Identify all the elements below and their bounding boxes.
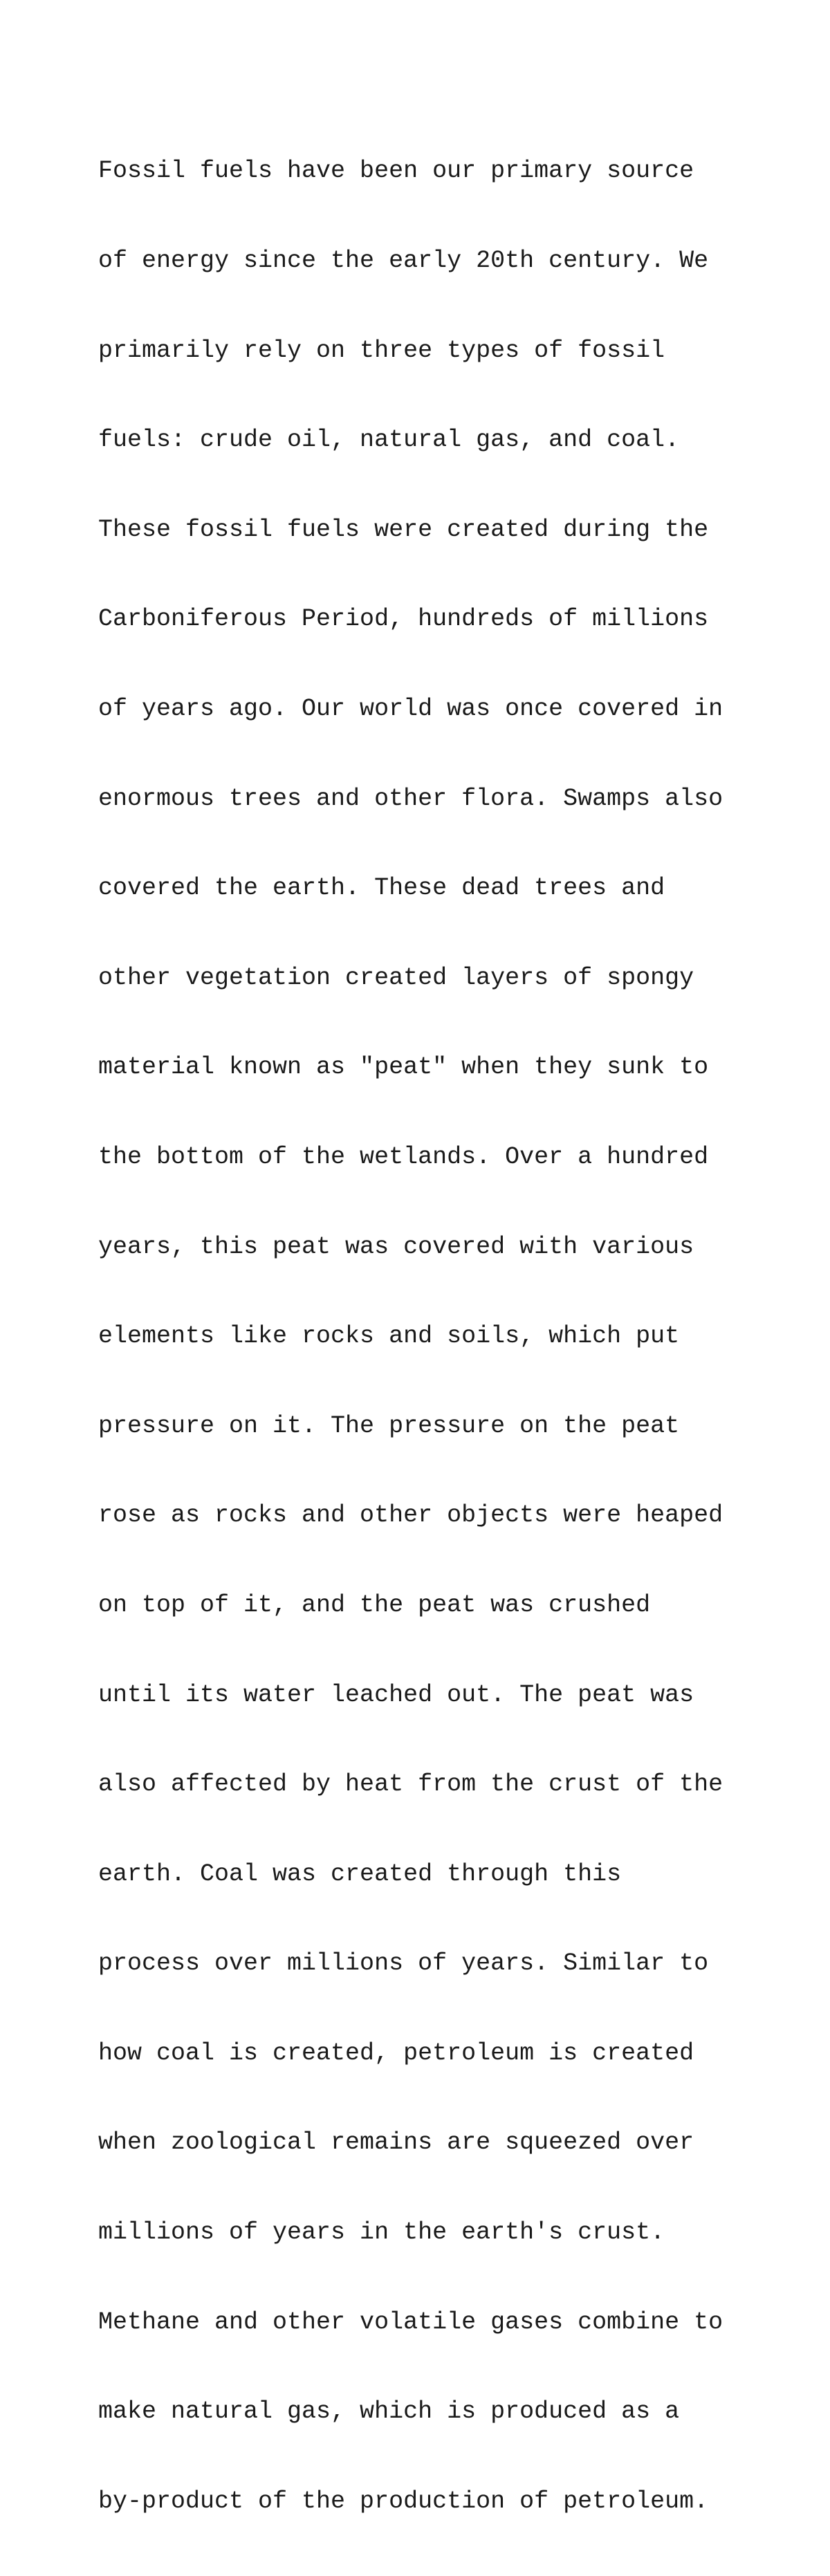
paragraph-line: pressure on it. The pressure on the peat [98, 1411, 680, 1440]
paragraph-line: by-product of the production of petroleum. [98, 2487, 709, 2515]
paragraph-line: These fossil fuels were created during the [98, 515, 709, 544]
paragraph-line: also affected by heat from the crust of the [98, 1770, 723, 1799]
paragraph-line: earth. Coal was created through this [98, 1860, 622, 1888]
paragraph-line: the bottom of the wetlands. Over a hundred [98, 1142, 709, 1171]
paragraph-line: make natural gas, which is produced as a [98, 2398, 680, 2426]
paragraph-line: Carboniferous Period, hundreds of millions [98, 605, 709, 633]
paragraph-line: primarily rely on three types of fossil [98, 336, 665, 364]
paragraph-line: of energy since the early 20th century. We [98, 247, 709, 275]
paragraph-line: covered the earth. These dead trees and [98, 874, 665, 902]
paragraph-line: on top of it, and the peat was crushed [98, 1591, 651, 1619]
paragraph-line: enormous trees and other flora. Swamps also [98, 784, 723, 813]
paragraph-line: years, this peat was covered with various [98, 1232, 694, 1261]
paragraph-line: millions of years in the earth's crust. [98, 2218, 665, 2247]
paragraph-line: how coal is created, petroleum is created [98, 2039, 694, 2067]
paragraph-line: process over millions of years. Similar to [98, 1949, 709, 1978]
paragraph-line: Fossil fuels have been our primary source [98, 157, 694, 185]
paragraph-line: until its water leached out. The peat was [98, 1680, 694, 1709]
paragraph-line: fuels: crude oil, natural gas, and coal. [98, 426, 680, 454]
body-paragraph [98, 97, 790, 2576]
paragraph-line: rose as rocks and other objects were heaped [98, 1501, 723, 1530]
paragraph-line: when zoological remains are squeezed over [98, 2129, 694, 2157]
paragraph-line: Methane and other volatile gases combine to [98, 2308, 723, 2336]
paragraph-line: of years ago. Our world was once covered in [98, 694, 723, 723]
paragraph-line: elements like rocks and soils, which put [98, 1322, 680, 1351]
paragraph-line: material known as "peat" when they sunk to [98, 1053, 709, 1082]
paragraph-line: other vegetation created layers of spongy [98, 963, 694, 992]
